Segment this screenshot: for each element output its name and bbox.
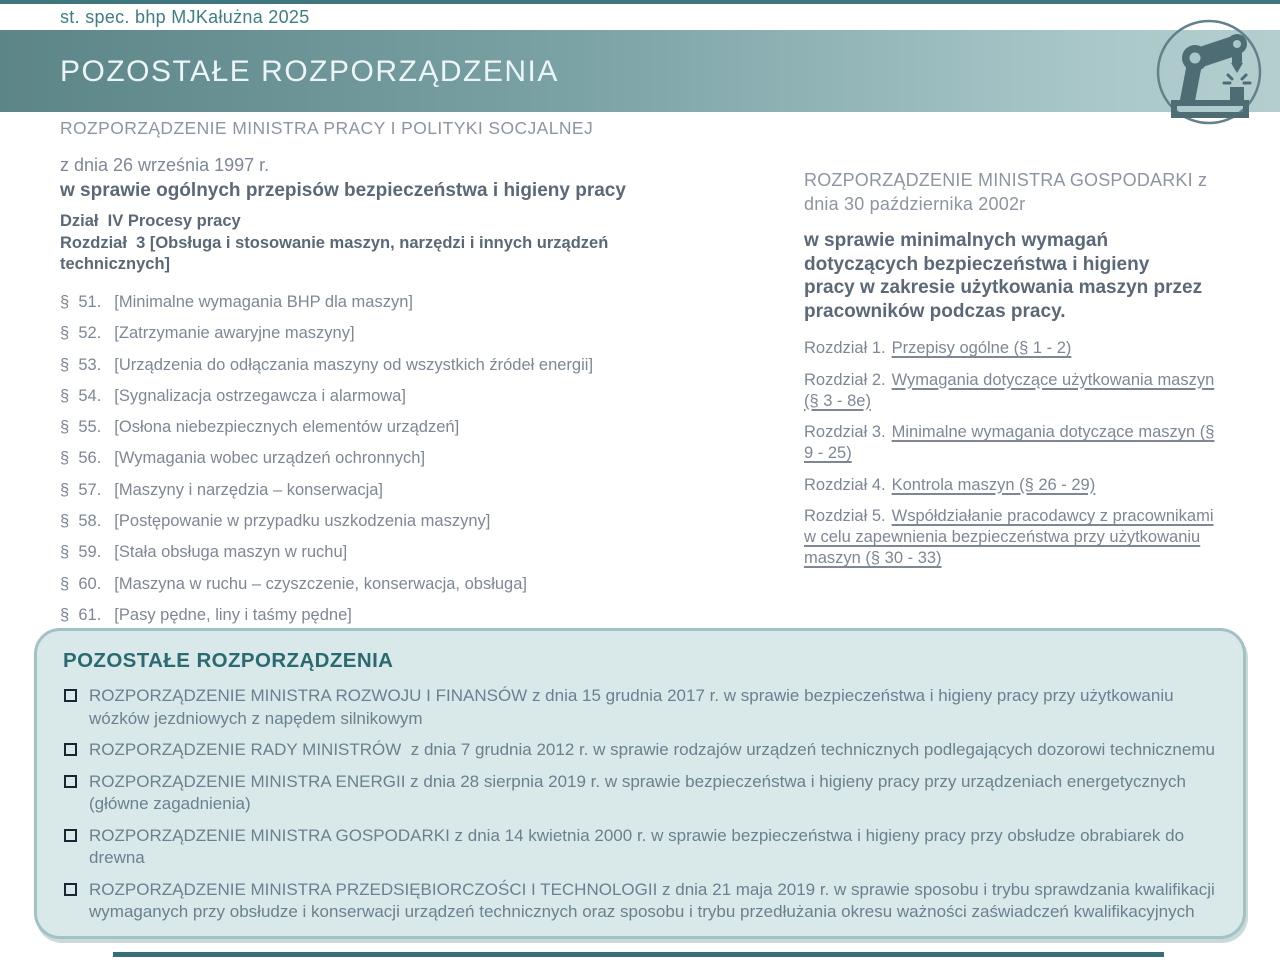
chapter-item <box>804 506 1224 569</box>
paragraph-text: [Osłona niebezpiecznych elementów urządzeń] <box>114 418 460 437</box>
chapter-link[interactable]: Minimalne wymagania dotyczące maszyn (§ 9 - 25) <box>804 423 1215 462</box>
chapter-link[interactable]: Przepisy ogólne (§ 1 - 2) <box>891 339 1072 357</box>
regulation-list-item <box>61 879 1219 924</box>
chapter-item <box>804 422 1224 464</box>
regulation-text: ROZPORZĄDZENIE MINISTRA GOSPODARKI z dnia 14 kwietnia 2000 r. w sprawie bezpieczeństwa i higieny pracy przy obsłudze obrabiarek do drewna <box>89 825 1189 867</box>
paragraph-item <box>60 574 715 595</box>
chapter-prefix: Rozdział 4. <box>804 475 886 494</box>
machine-arm-icon <box>1148 13 1270 131</box>
chapter-prefix: Rozdział 1. <box>804 339 886 357</box>
checkbox-bullet-icon <box>64 689 77 702</box>
paragraph-text: [Zatrzymanie awaryjne maszyny] <box>114 324 355 343</box>
chapter-link[interactable]: Wymagania dotyczące użytkowania maszyn (§ 3 - 8e) <box>804 370 1215 410</box>
regulation-1997-date: z dnia 26 września 1997 r. <box>60 155 270 175</box>
regulation-list-item <box>61 685 1219 730</box>
paragraph-text: [Maszyny i narzędzia – konserwacja] <box>114 480 383 499</box>
bottom-border <box>113 952 1164 957</box>
chapter-prefix: Rozdział 2. <box>804 370 886 389</box>
paragraph-item <box>60 448 715 469</box>
regulation-list-item <box>61 825 1219 870</box>
paragraph-item <box>60 542 715 563</box>
paragraph-number: § 53. <box>60 355 102 374</box>
title-band <box>0 30 1280 112</box>
chapter-list <box>804 338 1228 569</box>
top-border <box>0 0 1280 4</box>
paragraph-number: § 56. <box>60 449 102 468</box>
paragraph-number: § 59. <box>60 543 102 562</box>
regulation-2002-subject: w sprawie minimalnych wymagań dotyczących bezpieczeństwa i higieny pracy w zakresie użytkowania maszyn przez pracowników podczas pracy. <box>804 230 1203 322</box>
paragraph-number: § 58. <box>60 512 102 531</box>
panel-heading: POZOSTAŁE ROZPORZĄDZENIA <box>63 649 394 672</box>
chapter-link[interactable]: Kontrola maszyn (§ 26 - 29) <box>891 475 1096 494</box>
paragraph-item <box>60 417 715 438</box>
paragraph-number: § 55. <box>60 418 102 437</box>
regulation-list-item <box>61 771 1219 816</box>
regulation-list-item <box>61 739 1219 762</box>
paragraph-item <box>60 323 715 344</box>
paragraph-text: [Urządzenia do odłączania maszyny od wszystkich źródeł energii] <box>114 355 594 374</box>
credit-line: st. spec. bhp MJKałużna 2025 <box>60 7 310 27</box>
chapter-prefix: Rozdział 3. <box>804 423 886 441</box>
regulation-2002-title: ROZPORZĄDZENIE MINISTRA GOSPODARKI z dnia 30 października 2002r <box>804 170 1208 214</box>
paragraph-text: [Pasy pędne, liny i taśmy pędne] <box>114 605 352 624</box>
paragraph-text: [Stała obsługa maszyn w ruchu] <box>114 543 348 562</box>
paragraph-number: § 60. <box>60 574 102 593</box>
regulation-text: ROZPORZĄDZENIE RADY MINISTRÓW z dnia 7 grudnia 2012 r. w sprawie rodzajów urządzeń technicznych podlegających dozorowi technicznemu <box>89 740 1215 759</box>
regulation-1997-chapter: Rozdział 3 [Obsługa i stosowanie maszyn, narzędzi i innych urządzeń technicznych] <box>60 234 613 273</box>
paragraph-text: [Wymagania wobec urządzeń ochronnych] <box>114 449 426 468</box>
paragraph-number: § 52. <box>60 324 102 343</box>
other-regulations-list <box>61 685 1219 924</box>
paragraph-text: [Sygnalizacja ostrzegawcza i alarmowa] <box>114 386 406 405</box>
paragraph-text: [Maszyna w ruchu – czyszczenie, konserwacja, obsługa] <box>114 574 527 593</box>
paragraph-text: [Minimalne wymagania BHP dla maszyn] <box>114 293 413 311</box>
chapter-item <box>804 370 1224 412</box>
other-regulations-panel <box>34 628 1246 939</box>
regulation-1997-division: Dział IV Procesy pracy <box>60 212 241 230</box>
regulation-1997-subject: w sprawie ogólnych przepisów bezpieczeństwa i higieny pracy <box>60 180 626 201</box>
paragraph-list <box>60 292 715 626</box>
regulation-text: ROZPORZĄDZENIE MINISTRA ROZWOJU I FINANSÓW z dnia 15 grudnia 2017 r. w sprawie bezpieczeństwa i higieny pracy przy użytkowaniu wózków jezdniowych z napędem silnikowym <box>89 686 1179 728</box>
checkbox-bullet-icon <box>64 743 77 756</box>
paragraph-item <box>60 292 715 313</box>
chapter-item <box>804 475 1224 496</box>
regulation-2002-section <box>804 168 1228 580</box>
regulation-text: ROZPORZĄDZENIE MINISTRA ENERGII z dnia 28 sierpnia 2019 r. w sprawie bezpieczeństwa i higieny pracy przy urządzeniach energetycznych (główne zagadnienia) <box>89 771 1191 813</box>
paragraph-item <box>60 386 715 407</box>
regulation-text: ROZPORZĄDZENIE MINISTRA PRZEDSIĘBIORCZOŚCI I TECHNOLOGII z dnia 21 maja 2019 r. w sprawie sposobu i trybu sprawdzania kwalifikacji wymaganych przy obsłudze i konserwacji urządzeń technicznych oraz sposobu i trybu przedłużania okresu ważności zaświadczeń kwalifikacyjnych <box>89 879 1220 921</box>
paragraph-number: § 51. <box>60 293 102 311</box>
paragraph-number: § 57. <box>60 480 102 499</box>
chapter-link[interactable]: Współdziałanie pracodawcy z pracownikami w celu zapewnienia bezpieczeństwa przy użytkowaniu maszyn (§ 30 - 33) <box>804 507 1214 567</box>
paragraph-number: § 54. <box>60 386 102 405</box>
regulation-1997-title: ROZPORZĄDZENIE MINISTRA PRACY I POLITYKI SOCJALNEJ <box>60 118 594 138</box>
paragraph-number: § 61. <box>60 605 102 624</box>
chapter-prefix: Rozdział 5. <box>804 507 886 525</box>
paragraph-text: [Postępowanie w przypadku uszkodzenia maszyny] <box>114 512 491 531</box>
chapter-item <box>804 338 1224 359</box>
paragraph-item <box>60 605 715 626</box>
page-title: POZOSTAŁE ROZPORZĄDZENIA <box>60 55 559 88</box>
checkbox-bullet-icon <box>64 883 77 896</box>
paragraph-item <box>60 480 715 501</box>
checkbox-bullet-icon <box>64 829 77 842</box>
paragraph-item <box>60 511 715 532</box>
regulation-1997-section <box>60 118 715 636</box>
paragraph-item <box>60 355 715 376</box>
checkbox-bullet-icon <box>64 775 77 788</box>
